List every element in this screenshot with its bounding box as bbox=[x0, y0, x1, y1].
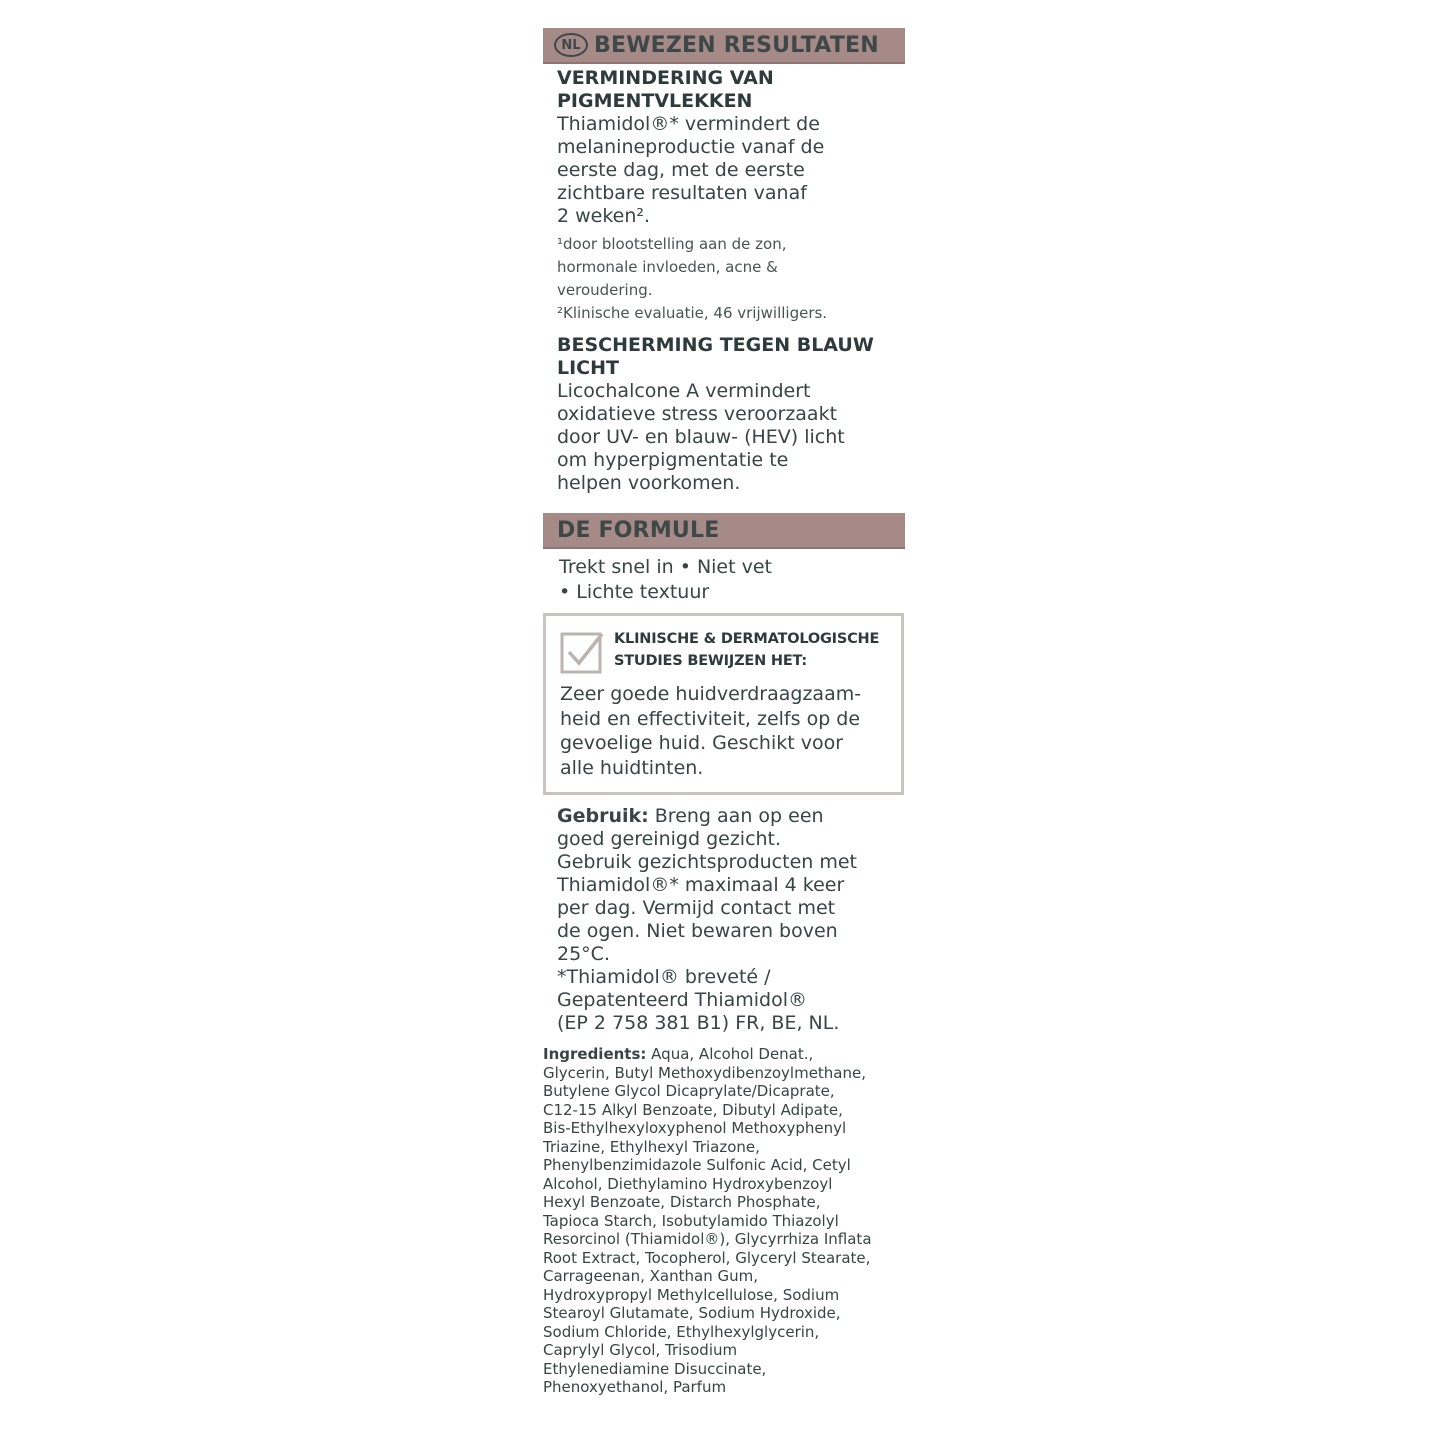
formula-line: • Lichte textuur bbox=[559, 581, 710, 603]
clinical-studies-box bbox=[543, 613, 904, 795]
clinical-box-text bbox=[560, 682, 901, 780]
ingredients-line: Phenoxyethanol, Parfum bbox=[543, 1378, 727, 1396]
formula-text bbox=[543, 555, 905, 605]
ingredients-line: Sodium Chloride, Ethylhexylglycerin, bbox=[543, 1322, 820, 1341]
pigment-heading bbox=[557, 67, 905, 113]
footnote-line: ²Klinische evaluatie, 46 vrijwilligers. bbox=[557, 304, 828, 322]
ingredients-line: Triazine, Ethylhexyl Triazone, bbox=[543, 1137, 760, 1156]
clinical-box-header bbox=[560, 628, 901, 674]
results-header-band bbox=[543, 28, 905, 64]
blue-text-line: helpen voorkomen. bbox=[557, 472, 741, 494]
formula-line: Trekt snel in • Niet vet bbox=[559, 556, 772, 578]
usage-line: Gebruik gezichtsproducten met bbox=[557, 851, 857, 873]
ingredients-line: Caprylyl Glycol, Trisodium bbox=[543, 1341, 738, 1359]
pigment-text-line: eerste dag, met de eerste bbox=[557, 159, 805, 181]
usage-line: *Thiamidol® breveté / bbox=[557, 966, 771, 988]
ingredients-line: Hydroxypropyl Methylcellulose, Sodium bbox=[543, 1285, 840, 1304]
ingredients-line: Bis-Ethylhexyloxyphenol Methoxyphenyl bbox=[543, 1119, 847, 1137]
blue-text-line: Licochalcone A vermindert bbox=[557, 380, 811, 402]
usage-line: de ogen. Niet bewaren boven bbox=[557, 920, 838, 942]
ingredients-line: Phenylbenzimidazole Sulfonic Acid, Cetyl bbox=[543, 1156, 851, 1174]
ingredients-first-line bbox=[543, 1045, 905, 1064]
label-column bbox=[543, 28, 905, 1397]
blue-light-text bbox=[557, 380, 905, 495]
ingredients-block bbox=[543, 1045, 905, 1397]
footnote-line: veroudering. bbox=[557, 281, 653, 299]
usage-first-line bbox=[557, 805, 905, 828]
pigment-text bbox=[557, 113, 905, 228]
pigment-text-line: melanineproductie vanaf de bbox=[557, 136, 825, 158]
footnote-line: ¹door blootstelling aan de zon, bbox=[557, 235, 787, 253]
usage-line: goed gereinigd gezicht. bbox=[557, 828, 782, 850]
ingredients-first-line-text: Aqua, Alcohol Denat., bbox=[646, 1045, 814, 1063]
pigment-heading-line: PIGMENTVLEKKEN bbox=[557, 90, 753, 112]
pigment-text-line: Thiamidol®* vermindert de bbox=[557, 113, 820, 135]
ingredients-line: Resorcinol (Thiamidol®), Glycyrrhiza Inflata bbox=[543, 1230, 872, 1248]
usage-line: Gepatenteerd Thiamidol® bbox=[557, 989, 808, 1011]
clinical-box-title bbox=[614, 628, 879, 672]
usage-label: Gebruik: bbox=[557, 805, 649, 827]
checkbox-check-icon bbox=[560, 630, 604, 674]
clinical-text-line: heid en effectiviteit, zelfs op de bbox=[560, 707, 861, 730]
pigment-heading-line: VERMINDERING VAN bbox=[557, 67, 774, 89]
pigment-text-line: 2 weken². bbox=[557, 205, 651, 227]
nl-badge: NL bbox=[554, 33, 588, 57]
results-title: BEWEZEN RESULTATEN bbox=[594, 32, 879, 58]
ingredients-label: Ingredients: bbox=[543, 1045, 647, 1063]
usage-line: per dag. Vermijd contact met bbox=[557, 897, 836, 919]
blue-text-line: oxidatieve stress veroorzaakt bbox=[557, 403, 838, 425]
formula-header-band bbox=[543, 513, 905, 549]
ingredients-line: Alcohol, Diethylamino Hydroxybenzoyl bbox=[543, 1174, 833, 1193]
usage-line: (EP 2 758 381 B1) FR, BE, NL. bbox=[557, 1012, 840, 1034]
clinical-text-line: gevoelige huid. Geschikt voor bbox=[560, 732, 844, 754]
formula-title: DE FORMULE bbox=[557, 517, 720, 543]
blue-light-heading bbox=[557, 334, 905, 380]
ingredients-line: C12-15 Alkyl Benzoate, Dibutyl Adipate, bbox=[543, 1100, 843, 1119]
footnote-line: hormonale invloeden, acne & bbox=[557, 258, 778, 276]
usage-first-line-text: Breng aan op een bbox=[648, 805, 824, 827]
usage-line: Thiamidol®* maximaal 4 keer bbox=[557, 874, 845, 896]
ingredients-line: Carrageenan, Xanthan Gum, bbox=[543, 1267, 758, 1285]
usage-block bbox=[543, 805, 905, 1035]
ingredients-line: Butylene Glycol Dicaprylate/Dicaprate, bbox=[543, 1082, 835, 1100]
blue-heading-line: LICHT bbox=[557, 357, 619, 379]
ingredients-line: Stearoyl Glutamate, Sodium Hydroxide, bbox=[543, 1304, 841, 1322]
ingredients-line: Root Extract, Tocopherol, Glyceryl Stearate, bbox=[543, 1248, 871, 1267]
footnotes bbox=[557, 233, 905, 325]
clinical-title-line: STUDIES BEWIJZEN HET: bbox=[614, 653, 808, 669]
blue-text-line: om hyperpigmentatie te bbox=[557, 449, 789, 471]
clinical-text-line: alle huidtinten. bbox=[560, 756, 704, 779]
blue-heading-line: BESCHERMING TEGEN BLAUW bbox=[557, 334, 874, 356]
pigment-text-line: zichtbare resultaten vanaf bbox=[557, 182, 807, 204]
results-block bbox=[543, 67, 905, 495]
clinical-title-line: KLINISCHE & DERMATOLOGISCHE bbox=[614, 631, 880, 647]
blue-text-line: door UV- en blauw- (HEV) licht bbox=[557, 426, 845, 448]
ingredients-line: Glycerin, Butyl Methoxydibenzoylmethane, bbox=[543, 1063, 867, 1082]
ingredients-line: Hexyl Benzoate, Distarch Phosphate, bbox=[543, 1193, 821, 1211]
usage-line: 25°C. bbox=[557, 943, 610, 965]
ingredients-line: Ethylenediamine Disuccinate, bbox=[543, 1359, 767, 1378]
clinical-text-line: Zeer goede huidverdraagzaam- bbox=[560, 683, 862, 705]
ingredients-line: Tapioca Starch, Isobutylamido Thiazolyl bbox=[543, 1211, 839, 1230]
